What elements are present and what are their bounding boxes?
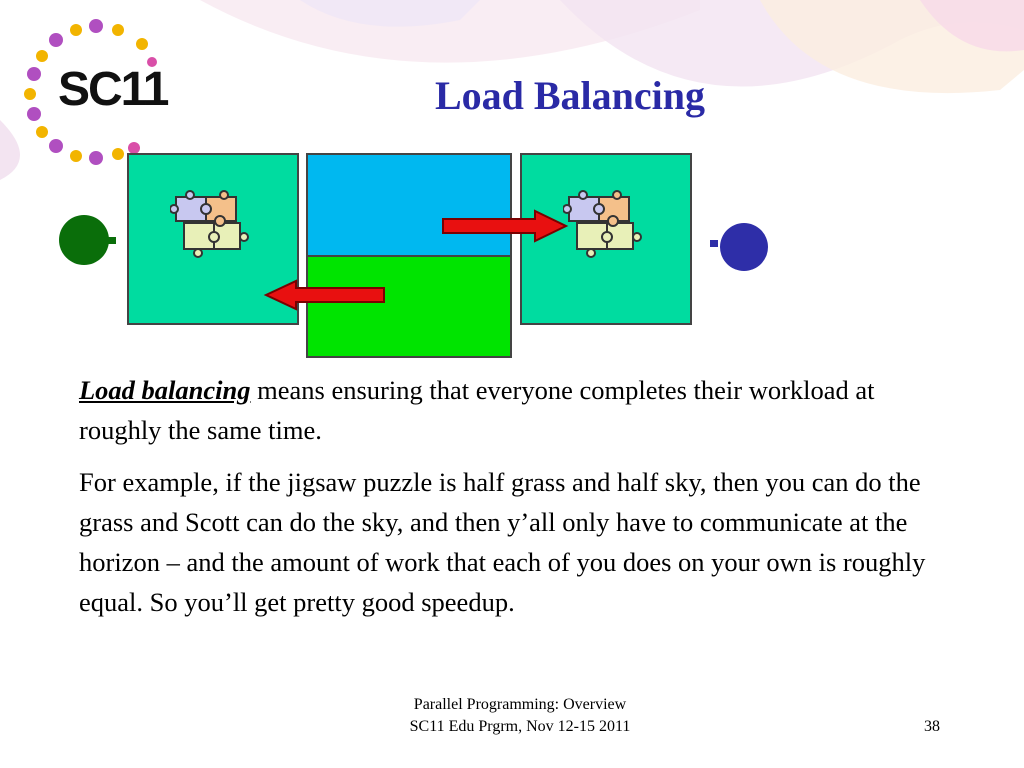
definition-paragraph (79, 370, 929, 450)
person-left-icon (58, 212, 122, 268)
load-balancing-term: Load balancing (79, 375, 251, 405)
puzzle-pieces-left-icon (170, 187, 250, 267)
arrow-left-icon (262, 279, 388, 311)
sc11-logo-text: SC11 (58, 63, 168, 116)
slide-title: Load Balancing (434, 73, 706, 118)
person-right-icon (706, 222, 772, 274)
footer (300, 694, 740, 738)
body-text (79, 370, 929, 634)
puzzle-pieces-right-icon (563, 187, 643, 267)
footer-line-2: SC11 Edu Prgrm, Nov 12-15 2011 (409, 718, 631, 735)
arrow-right-icon (440, 209, 570, 243)
example-paragraph: For example, if the jigsaw puzzle is half grass and half sky, then you can do the grass and Scott can do the sky, and then y’all only have to communicate at the horizon – and the amount of work that each of you does on your own is roughly equal. So you’ll get pretty good speedup. (79, 467, 926, 617)
page-number: 38 (924, 718, 940, 735)
definition-text: means ensuring that everyone completes their workload at roughly the same time. (79, 375, 875, 445)
footer-line-1: Parallel Programming: Overview (413, 696, 627, 713)
